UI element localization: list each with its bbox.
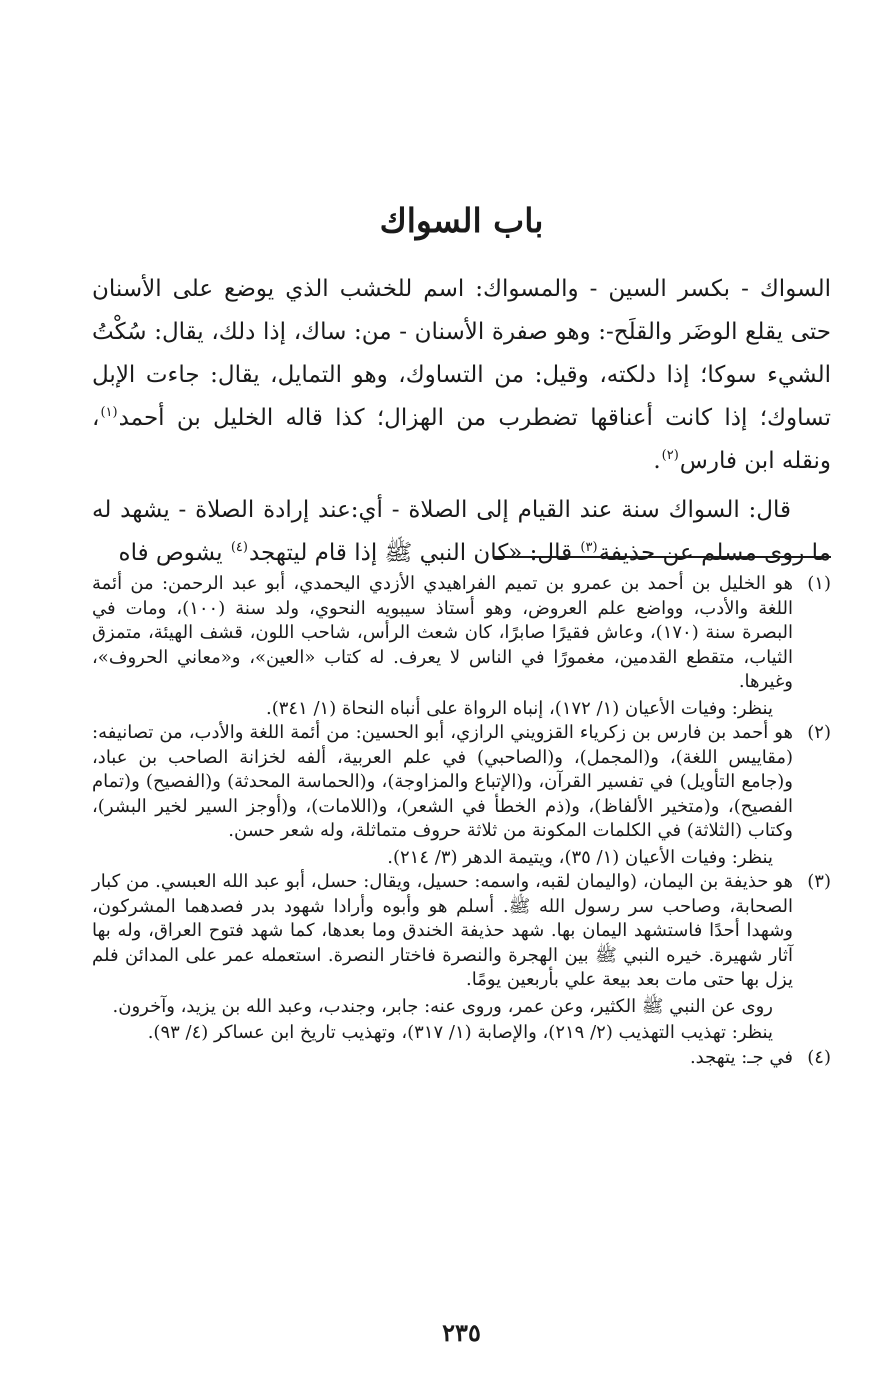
footnote-sources: ينظر: وفيات الأعيان (١/ ١٧٢)، إنباه الرواة على أنباه النحاة (١/ ٣٤١).: [265, 697, 773, 719]
footnote-ref-2[interactable]: (٢): [661, 448, 679, 464]
paragraph-2: قال: السواك سنة عند القيام إلى الصلاة - أي:عند إرادة الصلاة - يشهد له ما روى مسلم عن حذيفة$^{(٣)}$ قال: «كان النبي ﷺ إذا قام ليتهجد$^{(٤)}$ يشوص فاه: [92, 497, 831, 566]
footnote-narrators: روى عن النبي ﷺ الكثير، وعن عمر، وروى عنه: جابر، وجندب، وعبد الله بن يزيد، وآخرون.: [112, 995, 773, 1017]
footnote-body: في جـ: يتهجد.: [689, 1046, 793, 1068]
chapter-title: باب السواك: [379, 201, 544, 240]
footnote-2: [92, 721, 831, 870]
footnote-ref-1[interactable]: (١): [100, 405, 118, 421]
footnote-number: (٢): [807, 722, 831, 743]
book-page: [92, 0, 831, 1377]
footnote-number: (٤): [807, 1046, 831, 1068]
footnotes: [92, 572, 831, 1070]
paragraph-1: السواك - بكسر السين - والمسواك: اسم للخشب الذي يوضع على الأسنان حتى يقلع الوضَر والقلَح-: وهو صفرة الأسنان - من: ساك، إذا دلك، يقال: سُكْتُ الشيء سوكا؛ إذا دلكته، وقيل: من التساوك، وهو التمايل، يقال: جاءت الإبل تساوك؛ إذا كانت أعناقها تضطرب من الهزال؛ كذا قاله الخليل بن أحمد$^{(١)}$، ونقله ابن فارس$^{(٢)}$.: [92, 276, 831, 474]
footnote-sources: ينظر: وفيات الأعيان (١/ ٣٥)، ويتيمة الدهر (٣/ ٢١٤).: [387, 846, 773, 868]
footnote-body: هو حذيفة بن اليمان، (واليمان لقبه، واسمه: حسيل، ويقال: حسل، أبو عبد الله العبسي. من كبار الصحابة، وصاحب سر رسول الله ﷺ. أسلم هو وأبوه وأرادا شهود بدر فصدهما المشركون، وشهدا أحدًا فاستشهد اليمان بها. شهد حذيفة الخندق وما بعدها، كما شهد فتوح العراق، وله بها آثار شهيرة. خيره النبي ﷺ بين الهجرة والنصرة فاختار النصرة. استعمله عمر على المدائن فلم يزل بها حتى مات بعد بيعة علي بأربعين يومًا. روى عن النبي ﷺ الكثير، وعن عمر، وروى عنه: جابر، وجندب، وعبد الله بن يزيد، وآخرون. ينظر: تهذيب التهذيب (٢/ ٢١٩)، والإصابة (١/ ٣١٧)، وتهذيب تاريخ ابن عساكر (٤/ ٩٣).: [92, 870, 793, 1046]
footnote-divider: [493, 556, 831, 558]
main-text: [92, 268, 831, 575]
footnote-body: هو أحمد بن فارس بن زكرياء القزويني الرازي، أبو الحسين: من أئمة اللغة والأدب، من تصانيفه: (مقاييس اللغة)، و(المجمل)، و(الصاحبي) في علم العربية، ألفه لخزانة الصاحب بن عباد، و(جامع التأويل) في تفسير القرآن، و(الإتباع والمزاوجة)، و(الحماسة المحدثة) و(الفصيح) و(تمام الفصيح)، و(متخير الألفاظ)، و(ذم الخطأ في الشعر)، و(اللامات)، و(أوجز السير لخير البشر)، وكتاب (الثلاثة) في الكلمات المكونة من ثلاثة حروف متماثلة، وله شعر حسن. ينظر: وفيات الأعيان (١/ ٣٥)، ويتيمة الدهر (٣/ ٢١٤).: [92, 721, 793, 870]
footnote-number: (٣): [807, 871, 831, 892]
footnote-ref-3[interactable]: (٣): [580, 540, 598, 556]
footnote-3: [92, 870, 831, 1046]
footnote-sources: ينظر: تهذيب التهذيب (٢/ ٢١٩)، والإصابة (١/ ٣١٧)، وتهذيب تاريخ ابن عساكر (٤/ ٩٣).: [147, 1022, 773, 1043]
page-number: ٢٣٥: [442, 1318, 481, 1347]
footnote-number: (١): [807, 573, 831, 594]
footnote-ref-4[interactable]: (٤): [230, 540, 248, 556]
footnote-4: [92, 1046, 831, 1071]
footnote-body: هو الخليل بن أحمد بن عمرو بن تميم الفراهيدي الأزدي اليحمدي، أبو عبد الرحمن: من أئمة اللغة والأدب، وواضع علم العروض، وهو أستاذ سيبويه النحوي، ولد سنة (١٠٠)، ومات في البصرة سنة (١٧٠)، وعاش فقيرًا صابرًا، كان شعث الرأس، شاحب اللون، قشف الهيئة، متمزق الثياب، متقطع القدمين، مغمورًا في الناس لا يعرف. له كتاب «العين»، و«معاني الحروف»، وغيرها. ينظر: وفيات الأعيان (١/ ١٧٢)، إنباه الرواة على أنباه النحاة (١/ ٣٤١).: [92, 572, 793, 721]
footnote-1: [92, 572, 831, 721]
